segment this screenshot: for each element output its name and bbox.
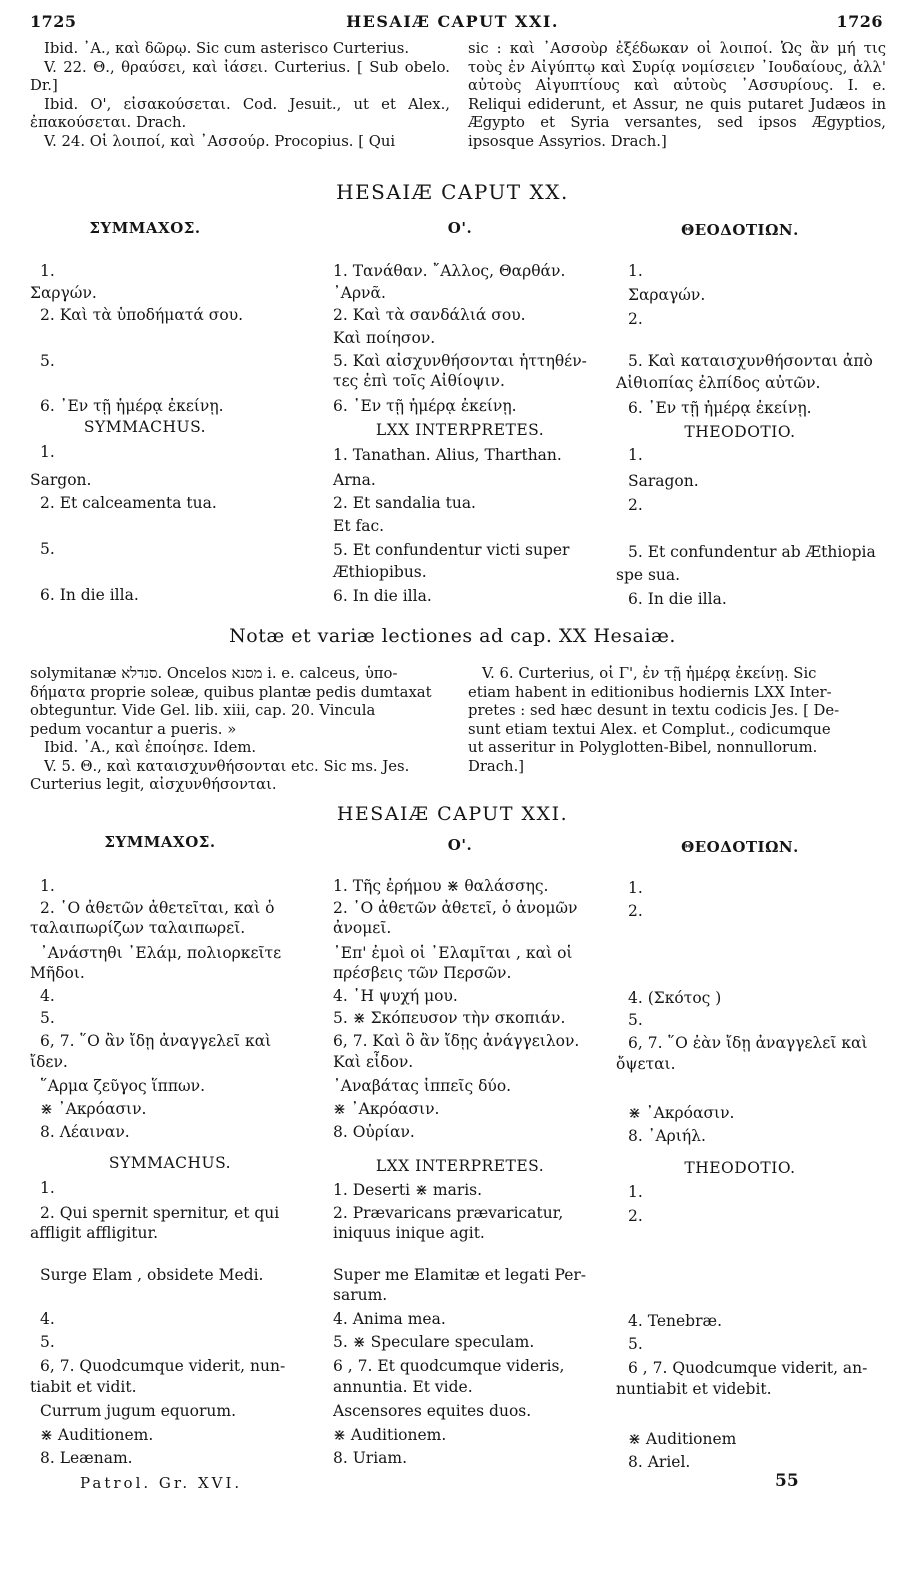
verse-line: 5. [40,1009,55,1027]
verse-line: Μῆδοι. [30,964,85,982]
note-line: Drach.] [468,757,525,775]
verse-line: πρέσβεις τῶν Περσῶν. [333,964,512,982]
verse-line: ⋇ ᾿Ακρόασιν. [628,1104,735,1122]
verse-line: 2. [628,1207,643,1225]
verse-line: ᾿Αναβάτας ἱππεῖς δύο. [333,1077,512,1095]
note-line: pretes : sed hæc desunt in textu codicis Jes. [ De- [468,702,840,719]
note-line: pedum vocantur a pueris. » [30,720,237,738]
verse-line: Καὶ ποίησον. [333,329,436,347]
verse-line: spe sua. [616,566,681,584]
note-line: solymitanæ סנדלא. Oncelos מסנא i. e. calceus, ὑπο- [30,665,398,682]
verse-line: Αἰθιοπίας ἐλπίδος αὐτῶν. [616,374,821,392]
verse-line: Ascensores equites duos. [333,1402,532,1420]
verse-line: 6, 7. Quodcumque viderit, nun- [40,1357,286,1375]
verse-line: 4. ῾Η ψυχή μου. [333,987,458,1005]
verse-line: 4. [40,1310,55,1328]
verse-line: 2. Qui spernit spernitur, et qui [40,1204,280,1222]
greek-header-symmachus: ΣΥΜΜΑΧΟΣ. [89,219,201,237]
latin-header-symmachus: SYMMACHUS. [83,418,207,436]
printer-signature: Patrol. Gr. XVI. [80,1474,243,1492]
notes-xx-right [468,665,886,776]
verse-line: ⋇ Auditionem. [40,1426,154,1444]
verse-line: 2. [628,496,643,514]
note-line: Ibid. ᾿Α., καὶ ἐποίησε. Idem. [44,739,257,756]
verse-line: 2. Καὶ τὰ ὑποδήματά σου. [40,306,244,324]
verse-line: annuntia. Et vide. [333,1378,473,1396]
verse-line: 8. Οὐρίαν. [333,1123,415,1141]
verse-line: 6, 7. Καὶ ὃ ἂν ἴδῃς ἀνάγγειλον. [333,1032,580,1050]
note-line: ut asseritur in Polyglotten-Bibel, nonnullorum. [468,739,818,756]
verse-line: ⋇ Auditionem. [333,1426,447,1444]
verse-line: 5. Καὶ αἰσχυνθήσονται ἡττηθέν- [333,352,587,370]
verse-line: 2. Καὶ τὰ σανδάλιά σου. [333,306,526,324]
latin-header-lxx: LXX INTERPRETES. [375,421,545,439]
verse-line: 2. ῾Ο ἀθετῶν ἀθετεῖ, ὁ ἀνομῶν [333,899,578,917]
note-line: sunt etiam textui Alex. et Complut., codicumque [468,720,831,738]
greek-header-theodotion: ΘΕΟΔΟΤΙΩΝ. [681,838,799,856]
verse-line: 6 , 7. Quodcumque viderit, an- [628,1359,868,1377]
top-notes-right [468,40,886,151]
verse-line: 4. (Σκότος ) [628,989,722,1007]
verse-line: Æthiopibus. [333,563,427,581]
note-line: V. 24. Οἱ λοιποί, καὶ ᾿Ασσούρ. Procopius. [ Qui [44,132,396,150]
verse-line: ᾿Επ' ἐμοὶ οἱ ᾿Ελαμῖται , καὶ οἱ [333,944,573,962]
verse-line: 5. Καὶ καταισχυνθήσονται ἀπὸ [628,352,873,370]
verse-line: 1. Tanathan. Alius, Tharthan. [333,446,562,464]
verse-line: 4. [40,987,55,1005]
verse-line: ᾿Αρνᾶ. [333,284,386,302]
verse-line: tiabit et vidit. [30,1378,137,1396]
verse-line: 1. [628,1183,643,1201]
verse-line: 8. Uriam. [333,1449,408,1467]
verse-line: 8. Ariel. [628,1453,691,1471]
verse-line: 8. Leænam. [40,1449,133,1467]
verse-line: 5. [628,1335,643,1353]
verse-line: Saragon. [628,472,699,490]
verse-line: τες ἐπὶ τοῖς Αἰθίοψιν. [333,372,505,390]
verse-line: 2. ῾Ο ἀθετῶν ἀθετεῖται, καὶ ὁ [40,899,275,917]
verse-line: ⋇ ᾿Ακρόασιν. [40,1100,147,1118]
verse-line: 1. [628,262,643,280]
top-notes-left [30,40,450,151]
verse-line: iniquus inique agit. [333,1224,485,1242]
note-line: sic : καὶ ᾿Ασσοὺρ ἐξέδωκαν οἱ λοιποί. Ὡς ἂν μή τις τοὺς ἐν Αἰγύπτῳ καὶ Συρίᾳ νομίσειεν ᾿Ιουδαίους, ἀλλ' αὐτοὺς Αἰγυπτίους καὶ αὐτοὺς ᾿Ασσυρίους. I. e. Reliqui ediderunt, et Assur, ne quis putaret Judæos in Ægypto et Syria versantes, sed ipsos Ægyptios, ipsosque Assyrios. Drach.] [468,40,886,150]
verse-line: 6. In die illa. [628,590,727,608]
verse-line: Sargon. [30,471,92,489]
verse-line: 2. [628,310,643,328]
latin-header-symmachus: SYMMACHUS. [108,1154,232,1172]
verse-line: 6, 7. ῞Ο ἂν ἴδῃ ἀναγγελεῖ καὶ [40,1032,272,1050]
verse-line: 6, 7. ῞Ο ἐὰν ἴδῃ ἀναγγελεῖ καὶ [628,1034,868,1052]
verse-line: Super me Elamitæ et legati Per- [333,1266,587,1284]
verse-line: 5. ⋇ Σκόπευσον τὴν σκοπιάν. [333,1009,566,1027]
verse-line: 6. In die illa. [333,587,432,605]
verse-line: ⋇ ᾿Ακρόασιν. [333,1100,440,1118]
verse-line: 4. Tenebræ. [628,1312,723,1330]
latin-header-theodotion: THEODOTIO. [684,1159,796,1177]
verse-line: 5. Et confundentur ab Æthiopia [628,543,876,561]
verse-line: 5. [628,1011,643,1029]
verse-line: 6. ᾿Εν τῇ ἡμέρᾳ ἐκείνῃ. [40,397,224,415]
note-line: Ibid. ᾿Α., καὶ δῶρῳ. Sic cum asterisco Curterius. [44,40,410,57]
notes-xx-title: Notæ et variæ lectiones ad cap. XX Hesaiæ. [229,625,676,647]
latin-header-lxx: LXX INTERPRETES. [375,1157,545,1175]
verse-line: 1. Τῆς ἐρήμου ⋇ θαλάσσης. [333,877,549,895]
verse-line: Σαραγών. [628,286,706,304]
verse-line: 6 , 7. Et quodcumque videris, [333,1357,565,1375]
notes-xx-left [30,665,450,795]
verse-line: 2. Et sandalia tua. [333,494,476,512]
sheet-number: 55 [775,1471,799,1491]
verse-line: ῞Αρμα ζεῦγος ἵππων. [40,1077,206,1095]
note-line: Curterius legit, αἰσχυνθήσονται. [30,776,277,793]
verse-line: 2. Et calceamenta tua. [40,494,217,512]
verse-line: 2. Prævaricans prævaricatur, [333,1204,564,1222]
verse-line: 6. ᾿Εν τῇ ἡμέρᾳ ἐκείνῃ. [333,397,517,415]
verse-line: nuntiabit et videbit. [616,1380,772,1398]
verse-line: Et fac. [333,517,385,535]
chapter-xxi-title: HESAIÆ CAPUT XXI. [336,803,569,825]
verse-line: 5. [40,1333,55,1351]
verse-line: ⋇ Auditionem [628,1430,737,1448]
verse-line: 6. In die illa. [40,586,139,604]
verse-line: 5. ⋇ Speculare speculam. [333,1333,535,1351]
greek-header-theodotion: ΘΕΟΔΟΤΙΩΝ. [681,221,799,239]
verse-line: 2. [628,902,643,920]
verse-line: 1. Deserti ⋇ maris. [333,1181,483,1199]
verse-line: ταλαιπωρίζων ταλαιπωρεῖ. [30,919,246,937]
verse-line: 1. [40,262,55,280]
verse-line: 5. Et confundentur victi super [333,541,570,559]
note-line: δήματα proprie soleæ, quibus plantæ pedis dumtaxat [30,683,432,701]
verse-line: 1. Τανάθαν. ῎Αλλος, Θαρθάν. [333,262,566,280]
greek-header-lxx: Ο'. [447,836,473,854]
verse-line: Currum jugum equorum. [40,1402,237,1420]
verse-line: ὄψεται. [616,1055,676,1073]
greek-header-lxx: Ο'. [447,219,473,237]
verse-line: 1. [40,1179,55,1197]
note-line: obteguntur. Vide Gel. lib. xiii, cap. 20. Vincula [30,702,376,719]
right-page-number: 1726 [836,12,883,31]
latin-header-theodotion: THEODOTIO. [684,423,796,441]
verse-line: ἀνομεῖ. [333,919,392,937]
verse-line: 1. [628,446,643,464]
note-line: V. 22. Θ., θραύσει, καὶ ἰάσει. Curterius. [ Sub obelo. Dr.] [30,58,450,94]
verse-line: 1. [40,877,55,895]
verse-line: Surge Elam , obsidete Medi. [40,1266,264,1284]
verse-line: 6. ᾿Εν τῇ ἡμέρᾳ ἐκείνῃ. [628,399,812,417]
verse-line: Σαργών. [30,284,97,302]
verse-line: ἴδεν. [30,1053,68,1071]
verse-line: 8. Λέαιναν. [40,1123,130,1141]
verse-line: 1. [628,879,643,897]
verse-line: 5. [40,540,55,558]
note-line: etiam habent in editionibus hodiernis LXX Inter- [468,683,832,701]
greek-header-symmachus: ΣΥΜΜΑΧΟΣ. [104,833,216,851]
note-line: V. 6. Curterius, οἱ Γ', ἐν τῇ ἡμέρᾳ ἐκείνῃ. Sic [482,665,817,682]
running-title: HESAIÆ CAPUT XXI. [346,12,559,31]
note-line: Ibid. Ο', εἰσακούσεται. Cod. Jesuit., ut et Alex., ἐπακούσεται. Drach. [30,95,450,131]
verse-line: ᾿Ανάστηθι ᾿Ελάμ, πολιορκεῖτε [40,944,282,962]
left-page-number: 1725 [30,12,77,31]
verse-line: 8. ᾿Αριήλ. [628,1127,706,1145]
note-line: V. 5. Θ., καὶ καταισχυνθήσονται etc. Sic ms. Jes. [44,757,410,775]
verse-line: sarum. [333,1286,388,1304]
chapter-xx-title: HESAIÆ CAPUT XX. [336,180,569,204]
verse-line: Καὶ εἶδον. [333,1053,414,1071]
verse-line: affligit affligitur. [30,1224,159,1242]
verse-line: 1. [40,443,55,461]
verse-line: 4. Anima mea. [333,1310,446,1328]
verse-line: Arna. [333,471,376,489]
verse-line: 5. [40,352,55,370]
